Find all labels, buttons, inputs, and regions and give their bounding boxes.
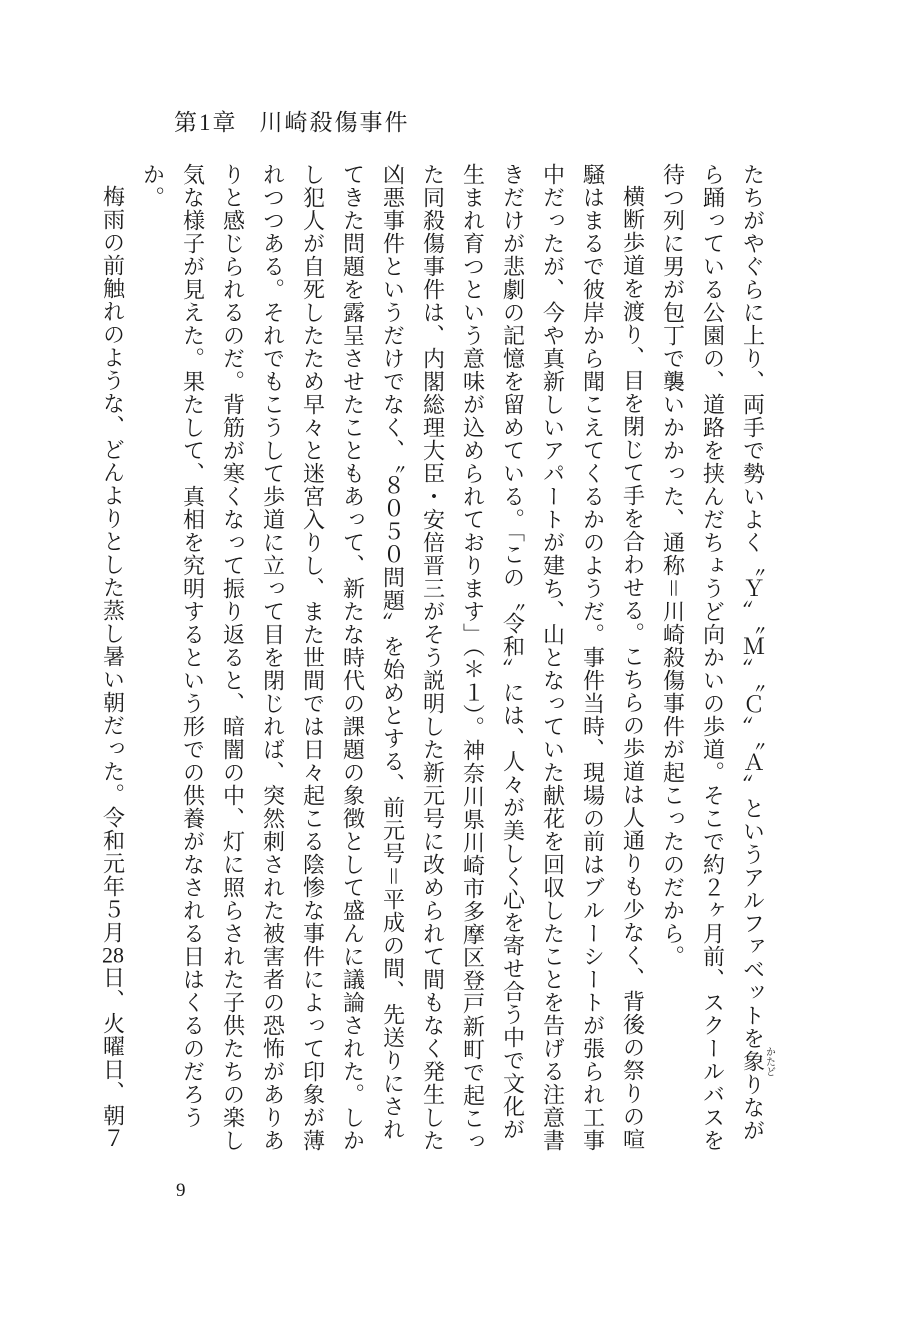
tatechuyoko-date: 28 [102, 944, 124, 966]
paragraph-1-lead: たちがやぐらに上り、両手で勢いよく〝Ｙ〟〝Ｍ〟〝Ｃ〟〝Ａ〟というアルファベットを [740, 163, 766, 1050]
ruby-katadoru [740, 1046, 775, 1077]
page-number: 9 [176, 1180, 186, 1201]
paragraph-3-tail: 日、火曜日、朝７ [100, 966, 126, 1150]
ruby-base: 象 [740, 1046, 766, 1077]
chapter-header [174, 104, 410, 137]
ruby-furigana: かたど [763, 1046, 775, 1077]
paragraph-3-lead: 梅雨の前触れのような、どんよりとした蒸し暑い朝だった。令和元年５月 [100, 185, 126, 944]
paragraph-1-tail: りながら踊っている公園の、道路を挟んだちょうど向かいの歩道。そこで約２ヶ月前、スクールバスを待つ列に男が包丁で襲いかかった、通称＝川崎殺傷事件が起こったのだから。 [660, 163, 766, 1152]
body-text [93, 163, 775, 1155]
paragraph-1 [653, 163, 775, 1155]
chapter-title: 川崎殺傷事件 [259, 110, 410, 135]
paragraph-2: 横断歩道を渡り、目を閉じて手を合わせる。こちらの歩道は人通りも少なく、背後の祭りの喧騒はまるで彼岸から聞こえてくるかのようだ。事件当時、現場の前はブルーシートが張られ工事中だったが、今や真新しいアパートが建ち、山となっていた献花を回収したことを告げる注意書きだけが悲劇の記憶を留めている。「この〝令和〟には、人々が美しく心を寄せ合う中で文化が生まれ育つという意味が込められております」（＊１）。神奈川県川崎市多摩区登戸新町で起こった同殺傷事件は、内閣総理大臣・安倍晋三がそう説明した新元号に改められて間もなく発生した凶悪事件というだけでなく、〝８０５０問題〟を始めとする、前元号＝平成の間、先送りにされてきた問題を露呈させたこともあって、新たな時代の課題の象徴として盛んに議論された。しかし犯人が自死したため早々と迷宮入りし、また世間では日々起こる陰惨な事件によって印象が薄れつつある。それでもこうして歩道に立って目を閉じれば、突然刺された被害者の恐怖がありありと感じられるのだ。背筋が寒くなって振り返ると、暗闇の中、灯に照らされた子供たちの楽し気な様子が見えた。果たして、真相を究明するという形での供養がなされる日はくるのだろうか。 [140, 163, 646, 1153]
paragraph-3 [93, 163, 133, 1155]
chapter-number: 第1章 [174, 110, 238, 135]
